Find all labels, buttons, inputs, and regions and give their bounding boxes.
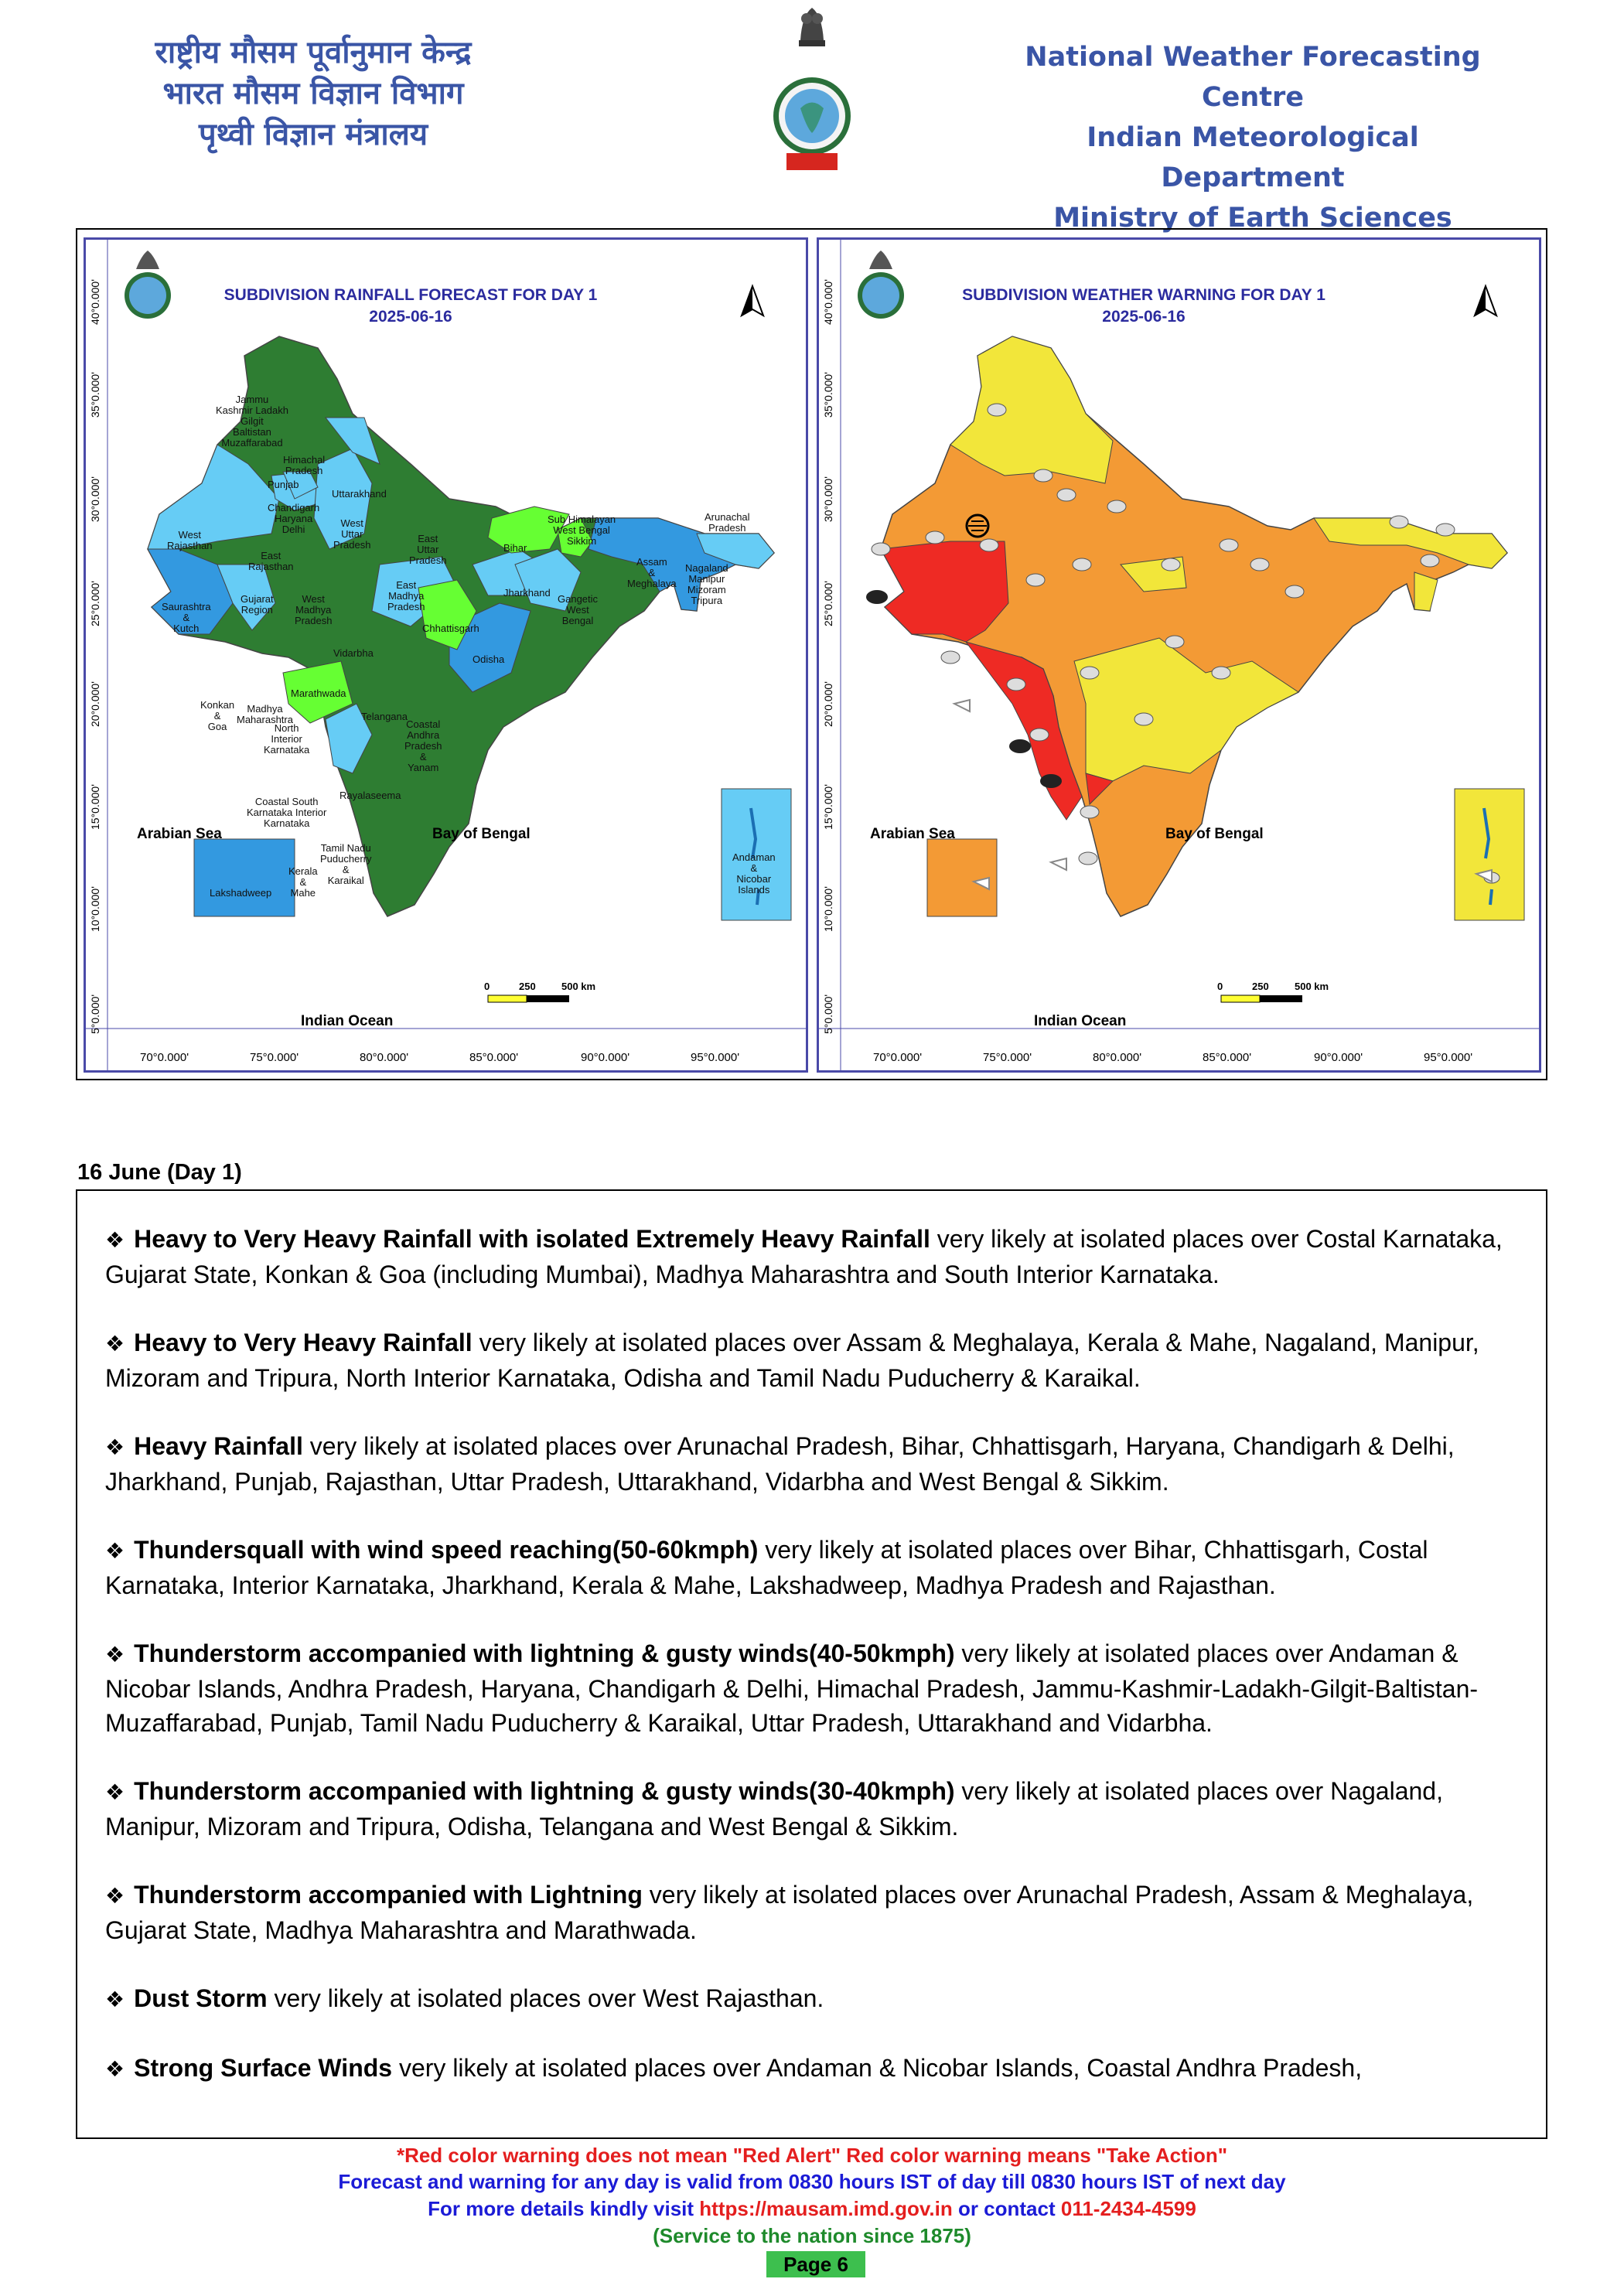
english-header-line: Indian Meteorological Department: [1087, 122, 1419, 193]
warning-type: Thunderstorm accompanied with Lightning: [134, 1881, 643, 1909]
lat-tick: 40°0.000': [822, 279, 834, 325]
scale-tick: 250: [1252, 981, 1269, 992]
warning-bullet: [105, 1222, 1520, 1291]
lat-tick: 30°0.000': [822, 476, 834, 522]
warning-map-graphic: [819, 240, 1539, 1070]
lion-capital-icon: [799, 8, 825, 46]
rainfall-map-title-text: SUBDIVISION RAINFALL FORECAST FOR DAY 1: [223, 286, 598, 304]
subdivision-label: Uttarakhand: [332, 488, 387, 500]
subdivision-label: Assam & Meghalaya: [627, 556, 677, 589]
warning-details: very likely at isolated places over West Rajasthan.: [267, 1984, 824, 2012]
warning-type: Dust Storm: [134, 1984, 268, 2012]
lon-tick: 90°0.000': [581, 1051, 630, 1064]
warning-bullet: [105, 2051, 1520, 2086]
indian-ocean-label: Indian Ocean: [1034, 1013, 1127, 1029]
lon-tick: 85°0.000': [469, 1051, 519, 1064]
warning-details: very likely at isolated places over Assam & Meghalaya, Kerala & Mahe, Nagaland, Manipur, Mizoram and Tripura, North Interior Karnataka, Odisha and Tamil Nadu Puducherry & Karaikal.: [105, 1329, 1479, 1392]
subdivision-label: Kerala & Mahe: [288, 865, 318, 899]
north-arrow-icon: [742, 286, 763, 316]
subdivision-label: Lakshadweep: [210, 887, 272, 899]
warning-type: Heavy to Very Heavy Rainfall with isolated Extremely Heavy Rainfall: [134, 1225, 930, 1253]
subdivision-label: Gangetic West Bengal: [558, 593, 599, 626]
subdivision-label: Jharkhand: [503, 587, 551, 599]
subdivision-label: Madhya Maharashtra: [237, 703, 293, 725]
lat-tick: 5°0.000': [89, 994, 101, 1034]
subdivision-label: Andaman & Nicobar Islands: [732, 851, 776, 896]
lat-tick: 25°0.000': [822, 581, 834, 626]
warning-type: Heavy to Very Heavy Rainfall: [134, 1329, 473, 1356]
subdivision-label: Himachal Pradesh: [283, 454, 326, 476]
warning-type: Strong Surface Winds: [134, 2054, 393, 2082]
warning-bullet: [105, 1774, 1520, 1844]
subdivision-label: Odisha: [473, 653, 505, 665]
bullet-marker-icon: ❖: [105, 1331, 125, 1356]
warning-map-date: 2025-06-16: [1102, 308, 1186, 326]
bullet-marker-icon: ❖: [105, 1227, 125, 1253]
lon-tick: 75°0.000': [250, 1051, 299, 1064]
bullet-marker-icon: ❖: [105, 1642, 125, 1667]
rainfall-forecast-map: [84, 237, 808, 1073]
subdivision-label: Telangana: [361, 711, 408, 722]
service-note: (Service to the nation since 1875): [653, 2224, 971, 2247]
warning-map-title-text: SUBDIVISION WEATHER WARNING FOR DAY 1: [962, 286, 1325, 304]
english-header-line: Ministry of Earth Sciences: [1053, 203, 1452, 234]
warning-details: very likely at isolated places over Andaman & Nicobar Islands, Coastal Andhra Pradesh,: [392, 2054, 1363, 2082]
warning-map-title: [927, 285, 1360, 328]
subdivision-label: Gujarat Region: [241, 593, 274, 616]
lat-tick: 20°0.000': [822, 681, 834, 727]
warning-bullet: [105, 1325, 1520, 1395]
subdivision-label: Bihar: [503, 542, 527, 554]
website-link[interactable]: https://mausam.imd.gov.in: [699, 2197, 953, 2220]
subdivision-label: Nagaland Manipur Mizoram Tripura: [685, 562, 728, 606]
lat-tick: 30°0.000': [89, 476, 101, 522]
subdivision-label: Sub Himalayan West Bengal Sikkim: [548, 513, 616, 547]
scale-tick: 500 km: [1295, 981, 1329, 992]
warning-details: very likely at isolated places over Bihar, Chhattisgarh, Costal Karnataka, Interior Karnataka, Jharkhand, Kerala & Mahe, Lakshadweep, Madhya Pradesh and Rajasthan.: [105, 1536, 1428, 1599]
lat-tick: 10°0.000': [822, 886, 834, 932]
subdivision-label: West Rajasthan: [167, 529, 213, 551]
subdivision-label: West Madhya Pradesh: [295, 593, 333, 626]
page-number-badge: Page 6: [766, 2251, 865, 2277]
scale-tick: 500 km: [561, 981, 596, 992]
bay-of-bengal-label: Bay of Bengal: [432, 826, 531, 842]
subdivision-label: Chhattisgarh: [422, 623, 479, 634]
imd-small-logo-icon: [125, 251, 171, 319]
warning-type: Thunderstorm accompanied with lightning & gusty winds(30-40kmph): [134, 1777, 955, 1805]
lon-tick: 75°0.000': [983, 1051, 1032, 1064]
subdivision-label: Jammu Kashmir Ladakh Gilgit Baltistan Muzaffarabad: [216, 394, 288, 449]
warning-details: very likely at isolated places over Arunachal Pradesh, Bihar, Chhattisgarh, Haryana, Chandigarh & Delhi, Jharkhand, Punjab, Rajasthan, Uttar Pradesh, Uttarakhand, Vidarbha and West Bengal & Sikkim.: [105, 1432, 1455, 1496]
warning-bullet: [105, 1429, 1520, 1499]
lakshadweep-inset: [194, 839, 295, 916]
lon-tick: 70°0.000': [140, 1051, 189, 1064]
subdivision-label: West Uttar Pradesh: [333, 517, 371, 551]
imd-small-logo-icon: [858, 251, 904, 319]
warning-type: Heavy Rainfall: [134, 1432, 303, 1460]
subdivision-label: North Interior Karnataka: [264, 722, 310, 756]
validity-note: Forecast and warning for any day is valid from 0830 hours IST of day till 0830 hours IST of next day: [338, 2170, 1286, 2193]
english-header: [1005, 37, 1500, 238]
indian-ocean-label: Indian Ocean: [301, 1013, 394, 1029]
rainfall-map-graphic: [86, 240, 806, 1070]
arabian-sea-label: Arabian Sea: [137, 826, 222, 842]
red-warning-note: *Red color warning does not mean "Red Alert" Red color warning means "Take Action": [396, 2144, 1228, 2167]
arabian-sea-label: Arabian Sea: [870, 826, 955, 842]
lat-tick: 25°0.000': [89, 581, 101, 626]
phone-number: 011-2434-4599: [1060, 2197, 1196, 2220]
lon-tick: 80°0.000': [360, 1051, 409, 1064]
bullet-marker-icon: ❖: [105, 1779, 125, 1805]
subdivision-label: Marathwada: [291, 687, 346, 699]
weather-warning-map: [817, 237, 1541, 1073]
imd-emblem-logo: [769, 0, 855, 186]
lon-tick: 90°0.000': [1314, 1051, 1363, 1064]
lon-tick: 95°0.000': [1424, 1051, 1473, 1064]
lat-tick: 10°0.000': [89, 886, 101, 932]
contact-prefix: For more details kindly visit: [428, 2197, 700, 2220]
rainfall-map-title: [194, 285, 627, 328]
warning-details: very likely at isolated places over Arunachal Pradesh, Assam & Meghalaya, Gujarat State, Madhya Maharashtra and Marathwada.: [105, 1881, 1474, 1944]
lat-tick: 40°0.000': [89, 279, 101, 325]
day-heading: 16 June (Day 1): [77, 1160, 242, 1185]
lat-tick: 15°0.000': [89, 784, 101, 830]
warning-bullet: [105, 1533, 1520, 1602]
lon-tick: 85°0.000': [1203, 1051, 1252, 1064]
bullet-marker-icon: ❖: [105, 1987, 125, 2012]
warning-type: Thunderstorm accompanied with lightning & gusty winds(40-50kmph): [134, 1639, 955, 1667]
rainfall-map-date: 2025-06-16: [369, 308, 452, 326]
bullet-marker-icon: ❖: [105, 1435, 125, 1460]
subdivision-label: Rayalaseema: [339, 790, 401, 801]
lon-tick: 80°0.000': [1093, 1051, 1142, 1064]
warning-type: Thundersquall with wind speed reaching(50-60kmph): [134, 1536, 759, 1564]
bay-of-bengal-label: Bay of Bengal: [1165, 826, 1264, 842]
warning-details: very likely at isolated places over Andaman & Nicobar Islands, Andhra Pradesh, Haryana, Chandigarh & Delhi, Himachal Pradesh, Jammu-Kashmir-Ladakh-Gilgit-Baltistan-Muzaffarabad, Punjab, Tamil Nadu Puducherry & Karaikal, Uttar Pradesh, Uttarakhand and Vidarbha.: [105, 1639, 1479, 1737]
subdivision-label: Vidarbha: [333, 647, 374, 659]
contact-mid: or contact: [952, 2197, 1061, 2220]
north-arrow-icon: [1475, 286, 1496, 316]
subdivision-label: Coastal Andhra Pradesh & Yanam: [404, 718, 442, 773]
subdivision-label: Chandigarh Haryana Delhi: [268, 502, 320, 535]
subdivision-label: Coastal South Karnataka Interior Karnataka: [247, 796, 327, 829]
lat-tick: 20°0.000': [89, 681, 101, 727]
warning-details: very likely at isolated places over Costal Karnataka, Gujarat State, Konkan & Goa (including Mumbai), Madhya Maharashtra and South Interior Karnataka.: [105, 1225, 1503, 1288]
bullet-marker-icon: ❖: [105, 1883, 125, 1909]
lon-tick: 70°0.000': [873, 1051, 923, 1064]
warning-bullet: [105, 1636, 1520, 1740]
warning-details: very likely at isolated places over Nagaland, Manipur, Mizoram and Tripura, Odisha, Telangana and West Bengal & Sikkim.: [105, 1777, 1443, 1841]
lat-tick: 35°0.000': [822, 372, 834, 418]
lat-tick: 35°0.000': [89, 372, 101, 418]
bullet-marker-icon: ❖: [105, 1538, 125, 1564]
warnings-box: [76, 1189, 1547, 2139]
warning-bullet: [105, 1981, 1520, 2017]
hindi-header-line: पृथ्वी विज्ञान मंत्रालय: [198, 117, 428, 152]
lat-tick: 5°0.000': [822, 994, 834, 1034]
maps-frame: [76, 228, 1547, 1080]
bullet-marker-icon: ❖: [105, 2056, 125, 2082]
subdivision-label: Arunachal Pradesh: [705, 511, 750, 534]
scale-tick: 0: [484, 981, 490, 992]
subdivision-label: Konkan & Goa: [200, 699, 235, 732]
subdivision-label: Saurashtra & Kutch: [162, 601, 211, 634]
warning-bullet: [105, 1878, 1520, 1947]
hindi-header: [116, 32, 510, 155]
subdivision-label: Tamil Nadu Puducherry & Karaikal: [320, 842, 372, 886]
english-header-line: National Weather Forecasting Centre: [1025, 42, 1481, 113]
subdivision-label: Punjab: [268, 479, 299, 490]
hindi-header-line: भारत मौसम विज्ञान विभाग: [162, 76, 464, 111]
hindi-header-line: राष्ट्रीय मौसम पूर्वानुमान केन्द्र: [155, 35, 472, 70]
scale-tick: 250: [519, 981, 536, 992]
lon-tick: 95°0.000': [691, 1051, 740, 1064]
contact-note: [0, 2197, 1624, 2221]
scale-tick: 0: [1217, 981, 1223, 992]
subdivision-label: East Madhya Pradesh: [387, 579, 425, 612]
lat-tick: 15°0.000': [822, 784, 834, 830]
subdivision-label: East Rajasthan: [248, 550, 294, 572]
subdivision-label: East Uttar Pradesh: [409, 533, 447, 566]
